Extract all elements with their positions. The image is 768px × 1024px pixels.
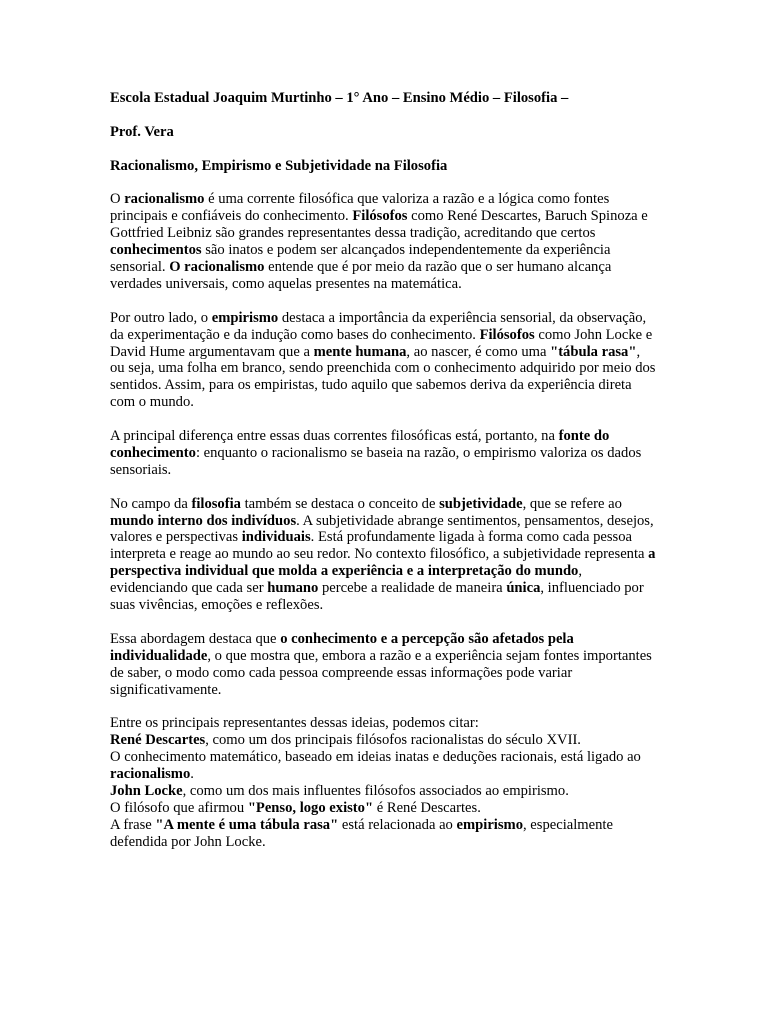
bold-term: filosofia bbox=[191, 495, 241, 512]
text-run: , ao nascer, é como uma bbox=[406, 343, 551, 360]
document-title-text: Racionalismo, Empirismo e Subjetividade na Filosofia bbox=[110, 157, 448, 174]
list-item bbox=[110, 800, 658, 817]
bold-term: a perspectiva individual que molda a experiência e a interpretação do mundo bbox=[110, 546, 656, 580]
bold-term: fonte do conhecimento bbox=[110, 428, 610, 461]
bold-term: "tábula rasa" bbox=[550, 343, 637, 360]
text-run: , como um dos principais filósofos racionalistas do século XVII. bbox=[205, 732, 581, 749]
list-intro bbox=[110, 715, 658, 732]
text-run: como John Locke e David Hume argumentavam que a bbox=[110, 326, 653, 360]
text-run: No campo da bbox=[110, 495, 192, 512]
bold-term: o conhecimento e a percepção são afetados pela individualidade bbox=[110, 630, 574, 664]
text-run: são inatos e podem ser alcançados independentemente da experiência sensorial. bbox=[110, 242, 611, 276]
school-header-text: Escola Estadual Joaquim Murtinho – 1° Ano – Ensino Médio – Filosofia – bbox=[110, 90, 569, 106]
bold-term: racionalismo bbox=[110, 766, 191, 783]
text-run: percebe a realidade de maneira bbox=[318, 580, 507, 597]
teacher-name bbox=[110, 124, 658, 141]
bold-term: "Penso, logo existo" bbox=[247, 799, 374, 816]
bold-term: "A mente é uma tábula rasa" bbox=[155, 816, 339, 833]
bold-term: mundo interno dos indivíduos bbox=[110, 512, 297, 529]
document-page bbox=[110, 90, 658, 851]
text-run: está relacionada ao bbox=[338, 816, 457, 833]
paragraph-diferenca bbox=[110, 428, 658, 479]
text-run: , que se refere ao bbox=[522, 495, 622, 512]
representatives-list bbox=[110, 715, 658, 850]
bold-term: humano bbox=[267, 580, 319, 597]
text-run: . bbox=[190, 766, 194, 783]
text-run: como René Descartes, Baruch Spinoza e Gottfried Leibniz são grandes representantes dessa tradição, acreditando que certos bbox=[110, 208, 648, 242]
text-run: destaca a importância da experiência sensorial, da observação, da experimentação e da indução como bases do conhecimento. bbox=[110, 309, 647, 343]
text-run: , como um dos mais influentes filósofos associados ao empirismo. bbox=[182, 783, 569, 800]
paragraph-subjetividade bbox=[110, 496, 658, 614]
text-run: , ou seja, uma folha em branco, sendo preenchida com o conhecimento adquirido por meio dos sentidos. Assim, para os empiristas, tudo aquilo que sabemos deriva da experiência direta com o mundo. bbox=[110, 343, 656, 411]
school-header bbox=[110, 90, 658, 107]
paragraph-racionalismo bbox=[110, 191, 658, 292]
bold-term: individuais bbox=[241, 529, 311, 546]
bold-term: empirismo bbox=[456, 816, 523, 833]
text-run: também se destaca o conceito de bbox=[240, 495, 440, 512]
bold-term: Filósofos bbox=[352, 208, 408, 225]
paragraph-abordagem bbox=[110, 631, 658, 699]
text-run: O filósofo que afirmou bbox=[110, 799, 248, 816]
text-run: : enquanto o racionalismo se baseia na razão, o empirismo valoriza os dados sensoriais. bbox=[110, 444, 642, 478]
document-title bbox=[110, 158, 658, 175]
text-run: Entre os principais representantes dessas ideias, podemos citar: bbox=[110, 715, 479, 732]
text-run: A principal diferença entre essas duas correntes filosóficas está, portanto, na bbox=[110, 428, 559, 445]
bold-term: empirismo bbox=[211, 309, 279, 326]
text-run: é René Descartes. bbox=[373, 799, 481, 816]
bold-term: única bbox=[506, 580, 541, 597]
bold-term: mente humana bbox=[313, 343, 407, 360]
text-run: . Está profundamente ligada à forma como cada pessoa interpreta e reage ao mundo ao seu redor. No contexto filosófico, a subjetividade representa bbox=[110, 529, 649, 563]
list-item bbox=[110, 817, 658, 851]
text-run: . A subjetividade abrange sentimentos, pensamentos, desejos, valores e perspectivas bbox=[110, 512, 654, 546]
text-run: , influenciado por suas vivências, emoções e reflexões. bbox=[110, 580, 644, 614]
text-run: entende que é por meio da razão que o ser humano alcança verdades universais, como aquelas presentes na matemática. bbox=[110, 259, 612, 292]
text-run: é uma corrente filosófica que valoriza a razão e a lógica como fontes principais e confiáveis do conhecimento. bbox=[110, 191, 610, 225]
bold-term: Filósofos bbox=[479, 326, 535, 343]
text-run: O bbox=[110, 191, 125, 208]
list-item bbox=[110, 749, 658, 783]
bold-term: René Descartes bbox=[110, 732, 206, 749]
bold-term: subjetividade bbox=[439, 495, 523, 512]
text-run: O conhecimento matemático, baseado em ideias inatas e deduções racionais, está ligado ao bbox=[110, 749, 641, 766]
text-run: , evidenciando que cada ser bbox=[110, 563, 583, 597]
text-run: Por outro lado, o bbox=[110, 309, 212, 326]
list-item bbox=[110, 732, 658, 749]
teacher-name-text: Prof. Vera bbox=[110, 123, 174, 140]
text-run: Essa abordagem destaca que bbox=[110, 630, 281, 647]
list-item bbox=[110, 783, 658, 800]
text-run: , o que mostra que, embora a razão e a experiência sejam fontes importantes de saber, o modo como cada pessoa compreende essas informações pode variar significativamente. bbox=[110, 647, 652, 698]
bold-term: racionalismo bbox=[124, 191, 205, 208]
text-run: A frase bbox=[110, 816, 156, 833]
paragraph-empirismo bbox=[110, 310, 658, 411]
bold-term: John Locke bbox=[110, 783, 183, 800]
text-run: , especialmente defendida por John Locke. bbox=[110, 816, 613, 850]
bold-term: O racionalismo bbox=[169, 259, 265, 276]
bold-term: conhecimentos bbox=[110, 242, 202, 259]
